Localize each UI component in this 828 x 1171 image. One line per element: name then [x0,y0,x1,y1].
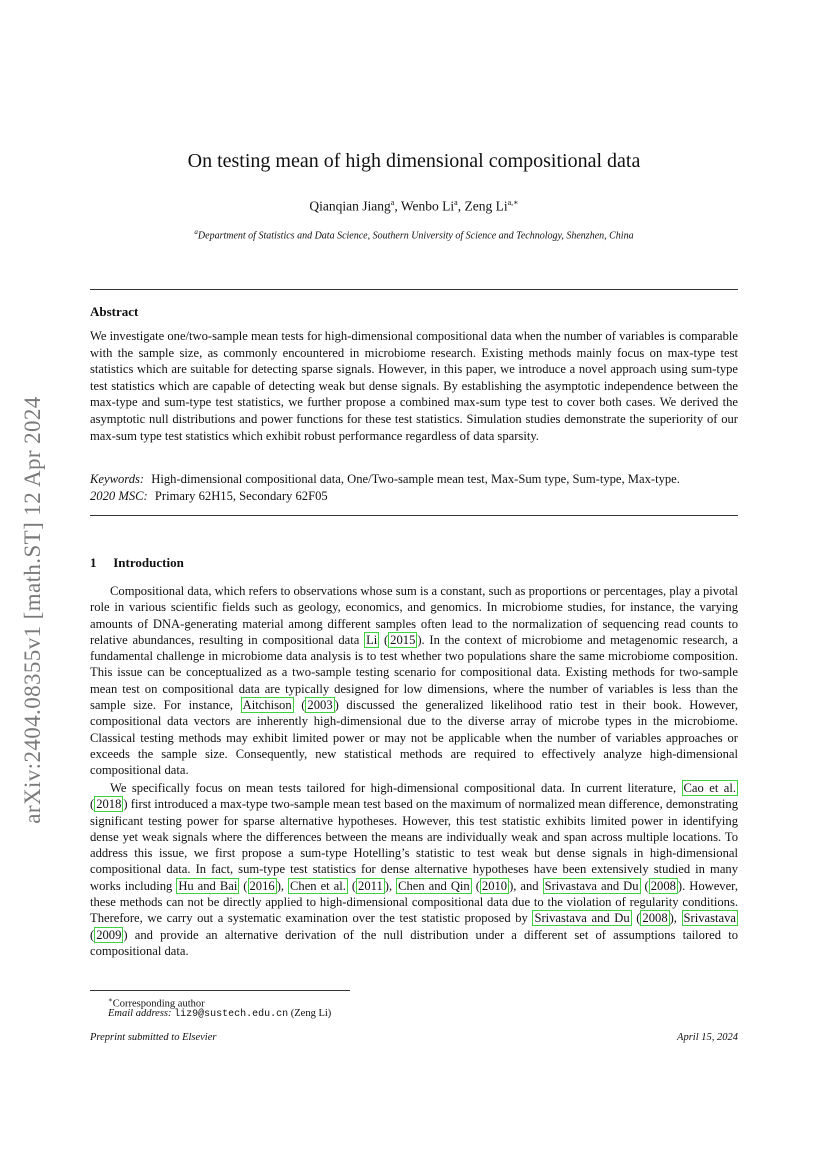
affiliation-text: Department of Statistics and Data Science, Southern University of Science and Technology, Shenzhen, China [197,230,634,242]
citation-link[interactable]: 2015 [390,632,416,647]
author-mark: a [454,198,458,207]
citation-link[interactable]: 2016 [249,878,275,893]
bottom-rule [90,515,738,516]
msc-classification [90,488,750,505]
email-label: Email address: [108,1008,172,1019]
citation-link[interactable]: 2011 [358,878,383,893]
footnote-email [108,1007,331,1022]
affiliation-mark: a [194,228,198,236]
footnote-rule [90,990,350,991]
citation-link[interactable]: Srivastava and Du [534,911,630,926]
citation-link[interactable]: 2003 [307,698,333,713]
citation-link[interactable]: Srivastava [683,911,736,926]
email-owner: (Zeng Li) [290,1008,332,1019]
keywords-label: Keywords: [90,472,145,486]
citation-link[interactable]: 2008 [642,911,668,926]
email-address[interactable]: liz9@sustech.edu.cn [174,1009,289,1020]
footnote-note: Corresponding author [112,998,205,1010]
citation-link[interactable]: 2009 [96,927,122,942]
top-rule [90,289,738,290]
footer-left: Preprint submitted to Elsevier [90,1032,217,1043]
citation-link[interactable]: Chen et al. [290,878,346,893]
keywords-text: High-dimensional compositional data, One/Two-sample mean test, Max-Sum type, Sum-type, Max-type. [151,472,680,486]
affiliation [90,228,738,241]
footnote-mark: ∗ [108,996,113,1004]
citation-link[interactable]: Chen and Qin [398,878,470,893]
author-name: Zeng Li [464,198,508,214]
citation-link[interactable]: 2008 [650,878,676,893]
paragraph-1: Compositional data, which refers to observations whose sum is a constant, such as proportions or percentages, play a pivotal role in various scientific fields such as geology, economics, and genomics. In microbiome studies, for instance, the varying amounts of DNA-generating material among different samples often lead to the normalization of sequencing read counts to relative abundances, resulting in compositional data Li ( 2015 ). In the context of microbiome and metagenomic research, a fundamental challenge in microbiome data analysis is to test whether two populations share the same microbiome composition. This issue can be conceptualized as a two-sample testing scenario for compositional data. Existing methods for two-sample mean test on compositional data are typically designed for low dimensions, where the number of variables is less than the sample size. For instance, Aitchison ( 2003 ) discussed the generalized likelihood ratio test in their book. However, compositional data vectors are inherently high-dimensional due to the diverse array of microbe types in the microbiome. Classical testing methods may exhibit limited power or may not be applicable when the number of variables approaches or exceeds the sample size. Consequently, new statistical methods are required to effectively analyze high-dimensional compositional data. [90,584,739,778]
keywords [90,471,750,488]
citation-link[interactable]: Cao et al. [683,781,736,795]
paragraph-2: We specifically focus on mean tests tailored for high-dimensional compositional data. In current literature, Cao et al. ( 2018 ) first introduced a max-type two-sample mean test based on the maximum of normalized mean difference, demonstrating significant testing power for sparse alternative hypotheses. However, this test statistic exhibits limited power in identifying dense yet weak signals where the differences between the means are individually weak and span across multiple locations. To address this issue, we first propose a sum-type Hotelling’s statistic to test weak but dense signals in high-dimensional compositional data. In fact, sum-type test statistics for dense alternative hypotheses have been extensively studied in many works including Hu and Bai ( 2016 ), Chen et al. ( 2011 ), Chen and Qin ( 2010 ), and Srivastava and Du ( 2008 ). However, these methods can not be directly applied to high-dimensional compositional data due to the violation of regularity conditions. Therefore, we carry out a systematic examination over the test statistic proposed by Srivastava and Du ( 2008 ), Srivastava ( 2009 ) and provide an alternative derivation of the null distribution under a different set of assumptions tailored to compositional data. [90,781,739,958]
citation-link[interactable]: Hu and Bai [178,878,238,893]
section-heading [90,555,184,571]
citation-link[interactable]: Srivastava and Du [544,878,639,893]
abstract-heading: Abstract [90,304,139,319]
section-number: 1 [90,555,97,570]
abstract-text: We investigate one/two-sample mean tests for high-dimensional compositional data when the number of variables is comparable with the sample size, as commonly encountered in microbiome research. Existing methods mainly focus on max-type test statistics which are suitable for detecting sparse signals. However, in this paper, we introduce a novel approach using sum-type test statistics which are capable of detecting weak but dense signals. By establishing the asymptotic independence between the max-type and sum-type test statistics, we further propose a combined max-sum type test to cover both cases. We derived the asymptotic null distributions and power functions for these test statistics. Simulation studies demonstrate the superiority of our max-sum type test statistics which exhibit robust performance regardless of data sparsity. [90,329,738,443]
citation-link[interactable]: 2018 [96,797,122,812]
paper-title: On testing mean of high dimensional compositional data [187,150,641,172]
citation-link[interactable]: Aitchison [242,698,292,713]
author-mark: a,∗ [507,198,519,207]
arxiv-identifier: arXiv:2404.08355v1 [math.ST] 12 Apr 2024 [20,396,45,824]
section-title: Introduction [113,555,184,570]
msc-label: 2020 MSC: [90,489,148,503]
author-name: Wenbo Li [400,198,455,214]
citation-link[interactable]: Li [366,632,378,647]
author-list: Qianqian Jiang$^a$, Wenbo Li$^a$, Zeng $Li^{a,∗}$ [309,198,519,214]
author-name: Qianqian Jiang [309,198,391,214]
msc-text: Primary 62H15, Secondary 62F05 [154,489,328,503]
author-mark: a [390,198,395,207]
footer-right: April 15, 2024 [677,1032,738,1043]
citation-link[interactable]: 2010 [481,878,508,893]
